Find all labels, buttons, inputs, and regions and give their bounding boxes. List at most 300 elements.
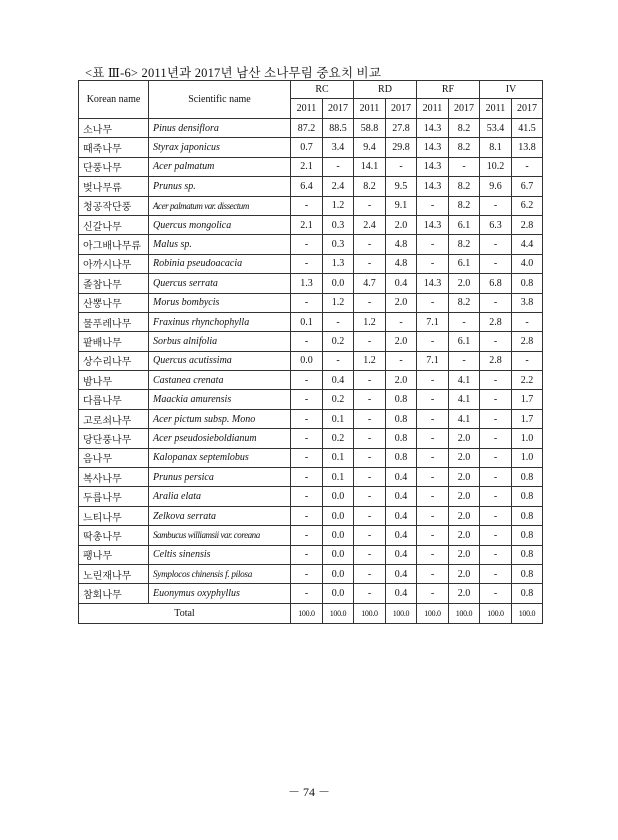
value-cell: 0.8 bbox=[512, 564, 543, 583]
header-scientific-name: Scientific name bbox=[149, 81, 291, 119]
scientific-name-cell: Quercus acutissima bbox=[149, 351, 291, 370]
value-cell: 2.8 bbox=[512, 332, 543, 351]
value-cell: - bbox=[291, 293, 323, 312]
scientific-name-cell: Acer pseudosieboldianum bbox=[149, 429, 291, 448]
scientific-name-cell: Quercus mongolica bbox=[149, 215, 291, 234]
value-cell: 0.8 bbox=[386, 448, 417, 467]
value-cell: - bbox=[291, 390, 323, 409]
value-cell: - bbox=[417, 429, 449, 448]
value-cell: 3.8 bbox=[512, 293, 543, 312]
value-cell: 1.0 bbox=[512, 448, 543, 467]
value-cell: - bbox=[417, 506, 449, 525]
value-cell: 0.2 bbox=[323, 390, 354, 409]
table-row bbox=[79, 564, 543, 583]
value-cell: 2.8 bbox=[512, 215, 543, 234]
value-cell: - bbox=[354, 254, 386, 273]
korean-name-cell: 당단풍나무 bbox=[79, 429, 149, 448]
korean-name-cell: 느티나무 bbox=[79, 506, 149, 525]
value-cell: 0.8 bbox=[512, 487, 543, 506]
value-cell: 0.0 bbox=[323, 274, 354, 293]
value-cell: 4.1 bbox=[449, 371, 480, 390]
korean-name-cell: 신갈나무 bbox=[79, 215, 149, 234]
header-group: RD bbox=[354, 81, 417, 99]
value-cell: - bbox=[480, 526, 512, 545]
value-cell: 8.2 bbox=[449, 235, 480, 254]
korean-name-cell: 단풍나무 bbox=[79, 157, 149, 176]
value-cell: 0.4 bbox=[386, 526, 417, 545]
value-cell: 2.0 bbox=[449, 545, 480, 564]
value-cell: 58.8 bbox=[354, 119, 386, 138]
value-cell: 0.8 bbox=[386, 390, 417, 409]
korean-name-cell: 청공작단풍 bbox=[79, 196, 149, 215]
header-year: 2017 bbox=[512, 99, 543, 119]
value-cell: 13.8 bbox=[512, 138, 543, 157]
value-cell: 1.2 bbox=[323, 196, 354, 215]
value-cell: - bbox=[417, 487, 449, 506]
value-cell: 4.1 bbox=[449, 409, 480, 428]
table-row bbox=[79, 584, 543, 603]
value-cell: 8.2 bbox=[449, 177, 480, 196]
table-body bbox=[79, 119, 543, 624]
value-cell: 0.1 bbox=[323, 468, 354, 487]
value-cell: 0.4 bbox=[386, 584, 417, 603]
value-cell: - bbox=[291, 564, 323, 583]
value-cell: 0.7 bbox=[291, 138, 323, 157]
value-cell: - bbox=[354, 235, 386, 254]
value-cell: 0.1 bbox=[291, 312, 323, 331]
value-cell: 6.1 bbox=[449, 215, 480, 234]
table-row bbox=[79, 157, 543, 176]
value-cell: - bbox=[291, 526, 323, 545]
value-cell: 1.3 bbox=[323, 254, 354, 273]
value-cell: 2.1 bbox=[291, 157, 323, 176]
table-row bbox=[79, 526, 543, 545]
value-cell: 0.0 bbox=[323, 506, 354, 525]
korean-name-cell: 노린재나무 bbox=[79, 564, 149, 583]
table-row bbox=[79, 196, 543, 215]
value-cell: - bbox=[449, 312, 480, 331]
table-row bbox=[79, 138, 543, 157]
value-cell: 0.2 bbox=[323, 332, 354, 351]
korean-name-cell: 두릅나무 bbox=[79, 487, 149, 506]
value-cell: - bbox=[354, 564, 386, 583]
total-value-cell: 100.0 bbox=[480, 603, 512, 623]
total-value-cell: 100.0 bbox=[512, 603, 543, 623]
value-cell: 8.2 bbox=[449, 293, 480, 312]
value-cell: - bbox=[480, 293, 512, 312]
korean-name-cell: 음나무 bbox=[79, 448, 149, 467]
value-cell: - bbox=[417, 448, 449, 467]
header-year: 2017 bbox=[323, 99, 354, 119]
scientific-name-cell: Aralia elata bbox=[149, 487, 291, 506]
value-cell: - bbox=[354, 332, 386, 351]
value-cell: 2.0 bbox=[449, 564, 480, 583]
value-cell: - bbox=[512, 157, 543, 176]
value-cell: 4.7 bbox=[354, 274, 386, 293]
value-cell: 9.1 bbox=[386, 196, 417, 215]
table-row bbox=[79, 448, 543, 467]
table-row bbox=[79, 371, 543, 390]
table-row bbox=[79, 545, 543, 564]
value-cell: - bbox=[291, 429, 323, 448]
value-cell: - bbox=[417, 584, 449, 603]
value-cell: 8.2 bbox=[354, 177, 386, 196]
table-row bbox=[79, 274, 543, 293]
value-cell: - bbox=[512, 312, 543, 331]
scientific-name-cell: Styrax japonicus bbox=[149, 138, 291, 157]
scientific-name-cell: Euonymus oxyphyllus bbox=[149, 584, 291, 603]
korean-name-cell: 팽나무 bbox=[79, 545, 149, 564]
value-cell: 4.1 bbox=[449, 390, 480, 409]
value-cell: 0.8 bbox=[512, 526, 543, 545]
header-year: 2011 bbox=[354, 99, 386, 119]
value-cell: 14.3 bbox=[417, 274, 449, 293]
value-cell: - bbox=[354, 506, 386, 525]
korean-name-cell: 물푸레나무 bbox=[79, 312, 149, 331]
value-cell: - bbox=[480, 564, 512, 583]
korean-name-cell: 소나무 bbox=[79, 119, 149, 138]
value-cell: - bbox=[480, 429, 512, 448]
table-row bbox=[79, 506, 543, 525]
scientific-name-cell: Zelkova serrata bbox=[149, 506, 291, 525]
value-cell: 6.8 bbox=[480, 274, 512, 293]
scientific-name-cell: Acer palmatum var. dissectum bbox=[149, 196, 291, 215]
value-cell: 41.5 bbox=[512, 119, 543, 138]
value-cell: 0.8 bbox=[512, 584, 543, 603]
value-cell: 9.6 bbox=[480, 177, 512, 196]
value-cell: - bbox=[291, 332, 323, 351]
korean-name-cell: 다릅나무 bbox=[79, 390, 149, 409]
value-cell: 4.8 bbox=[386, 235, 417, 254]
value-cell: 0.8 bbox=[512, 468, 543, 487]
value-cell: - bbox=[354, 409, 386, 428]
value-cell: - bbox=[449, 157, 480, 176]
table-row bbox=[79, 468, 543, 487]
value-cell: 6.7 bbox=[512, 177, 543, 196]
table-row bbox=[79, 487, 543, 506]
value-cell: - bbox=[291, 235, 323, 254]
scientific-name-cell: Acer pictum subsp. Mono bbox=[149, 409, 291, 428]
value-cell: 2.0 bbox=[449, 526, 480, 545]
header-korean-name: Korean name bbox=[79, 81, 149, 119]
value-cell: 2.0 bbox=[386, 371, 417, 390]
value-cell: - bbox=[417, 564, 449, 583]
value-cell: 0.0 bbox=[291, 351, 323, 370]
value-cell: 6.1 bbox=[449, 332, 480, 351]
korean-name-cell: 벚나무류 bbox=[79, 177, 149, 196]
scientific-name-cell: Prunus sp. bbox=[149, 177, 291, 196]
value-cell: - bbox=[354, 371, 386, 390]
value-cell: 2.8 bbox=[480, 312, 512, 331]
value-cell: 4.0 bbox=[512, 254, 543, 273]
scientific-name-cell: Castanea crenata bbox=[149, 371, 291, 390]
value-cell: 0.4 bbox=[386, 545, 417, 564]
value-cell: - bbox=[323, 312, 354, 331]
value-cell: - bbox=[323, 351, 354, 370]
value-cell: 2.8 bbox=[480, 351, 512, 370]
value-cell: - bbox=[417, 545, 449, 564]
korean-name-cell: 졸참나무 bbox=[79, 274, 149, 293]
value-cell: 0.8 bbox=[512, 545, 543, 564]
value-cell: - bbox=[417, 254, 449, 273]
value-cell: - bbox=[291, 196, 323, 215]
table-row bbox=[79, 390, 543, 409]
value-cell: - bbox=[417, 371, 449, 390]
value-cell: 0.0 bbox=[323, 487, 354, 506]
value-cell: 8.2 bbox=[449, 138, 480, 157]
value-cell: 7.1 bbox=[417, 351, 449, 370]
header-group: RF bbox=[417, 81, 480, 99]
value-cell: 0.2 bbox=[323, 429, 354, 448]
korean-name-cell: 복사나무 bbox=[79, 468, 149, 487]
korean-name-cell: 참회나무 bbox=[79, 584, 149, 603]
value-cell: - bbox=[449, 351, 480, 370]
value-cell: 9.4 bbox=[354, 138, 386, 157]
header-year: 2017 bbox=[449, 99, 480, 119]
korean-name-cell: 상수리나무 bbox=[79, 351, 149, 370]
value-cell: - bbox=[354, 584, 386, 603]
value-cell: - bbox=[417, 235, 449, 254]
table-row bbox=[79, 293, 543, 312]
value-cell: 6.4 bbox=[291, 177, 323, 196]
value-cell: - bbox=[291, 545, 323, 564]
value-cell: 87.2 bbox=[291, 119, 323, 138]
value-cell: 2.0 bbox=[449, 274, 480, 293]
value-cell: 10.2 bbox=[480, 157, 512, 176]
value-cell: 2.0 bbox=[449, 448, 480, 467]
korean-name-cell: 산뽕나무 bbox=[79, 293, 149, 312]
korean-name-cell: 밤나무 bbox=[79, 371, 149, 390]
value-cell: 1.3 bbox=[291, 274, 323, 293]
value-cell: - bbox=[386, 351, 417, 370]
page-number: － 74 － bbox=[287, 785, 330, 799]
value-cell: 6.3 bbox=[480, 215, 512, 234]
value-cell: - bbox=[417, 468, 449, 487]
scientific-name-cell: Symplocos chinensis f. pilosa bbox=[149, 564, 291, 583]
table-caption: <표 Ⅲ-6> 2011년과 2017년 남산 소나무림 중요치 비교 bbox=[85, 66, 382, 80]
value-cell: 53.4 bbox=[480, 119, 512, 138]
value-cell: 2.0 bbox=[386, 215, 417, 234]
value-cell: - bbox=[480, 390, 512, 409]
value-cell: 1.7 bbox=[512, 409, 543, 428]
value-cell: - bbox=[386, 312, 417, 331]
value-cell: - bbox=[323, 157, 354, 176]
value-cell: 29.8 bbox=[386, 138, 417, 157]
value-cell: 4.8 bbox=[386, 254, 417, 273]
value-cell: 0.3 bbox=[323, 235, 354, 254]
header-year: 2011 bbox=[480, 99, 512, 119]
value-cell: 88.5 bbox=[323, 119, 354, 138]
scientific-name-cell: Robinia pseudoacacia bbox=[149, 254, 291, 273]
value-cell: - bbox=[480, 235, 512, 254]
value-cell: 0.0 bbox=[323, 526, 354, 545]
value-cell: - bbox=[480, 448, 512, 467]
total-label: Total bbox=[79, 603, 291, 623]
value-cell: - bbox=[354, 390, 386, 409]
value-cell: 6.1 bbox=[449, 254, 480, 273]
value-cell: - bbox=[417, 390, 449, 409]
value-cell: 0.1 bbox=[323, 409, 354, 428]
value-cell: 9.5 bbox=[386, 177, 417, 196]
korean-name-cell: 때죽나무 bbox=[79, 138, 149, 157]
value-cell: - bbox=[291, 409, 323, 428]
value-cell: 0.8 bbox=[512, 274, 543, 293]
value-cell: 3.4 bbox=[323, 138, 354, 157]
value-cell: 2.0 bbox=[449, 487, 480, 506]
value-cell: 1.0 bbox=[512, 429, 543, 448]
value-cell: 0.4 bbox=[386, 468, 417, 487]
header-year: 2011 bbox=[417, 99, 449, 119]
table-row bbox=[79, 409, 543, 428]
value-cell: 2.0 bbox=[449, 584, 480, 603]
value-cell: 0.4 bbox=[386, 274, 417, 293]
value-cell: 2.0 bbox=[449, 468, 480, 487]
value-cell: - bbox=[291, 371, 323, 390]
value-cell: 2.4 bbox=[323, 177, 354, 196]
value-cell: 2.0 bbox=[386, 293, 417, 312]
value-cell: 0.0 bbox=[323, 545, 354, 564]
table-row bbox=[79, 215, 543, 234]
value-cell: - bbox=[480, 409, 512, 428]
scientific-name-cell: Maackia amurensis bbox=[149, 390, 291, 409]
value-cell: 14.3 bbox=[417, 138, 449, 157]
value-cell: 2.2 bbox=[512, 371, 543, 390]
value-cell: - bbox=[354, 545, 386, 564]
value-cell: 1.7 bbox=[512, 390, 543, 409]
scientific-name-cell: Quercus serrata bbox=[149, 274, 291, 293]
value-cell: - bbox=[354, 448, 386, 467]
value-cell: 2.4 bbox=[354, 215, 386, 234]
value-cell: - bbox=[291, 468, 323, 487]
value-cell: - bbox=[480, 545, 512, 564]
table-row bbox=[79, 254, 543, 273]
value-cell: - bbox=[480, 487, 512, 506]
total-value-cell: 100.0 bbox=[354, 603, 386, 623]
table-row bbox=[79, 177, 543, 196]
value-cell: - bbox=[354, 196, 386, 215]
value-cell: - bbox=[480, 371, 512, 390]
value-cell: - bbox=[354, 526, 386, 545]
scientific-name-cell: Acer palmatum bbox=[149, 157, 291, 176]
value-cell: - bbox=[354, 487, 386, 506]
total-value-cell: 100.0 bbox=[291, 603, 323, 623]
value-cell: 4.4 bbox=[512, 235, 543, 254]
value-cell: - bbox=[480, 254, 512, 273]
value-cell: 0.8 bbox=[386, 409, 417, 428]
scientific-name-cell: Pinus densiflora bbox=[149, 119, 291, 138]
korean-name-cell: 팥배나무 bbox=[79, 332, 149, 351]
value-cell: 8.1 bbox=[480, 138, 512, 157]
scientific-name-cell: Prunus persica bbox=[149, 468, 291, 487]
value-cell: 0.4 bbox=[386, 506, 417, 525]
total-value-cell: 100.0 bbox=[323, 603, 354, 623]
value-cell: 14.3 bbox=[417, 157, 449, 176]
value-cell: - bbox=[480, 506, 512, 525]
value-cell: 0.4 bbox=[386, 487, 417, 506]
table-row bbox=[79, 235, 543, 254]
value-cell: 14.3 bbox=[417, 119, 449, 138]
korean-name-cell: 아그배나무류 bbox=[79, 235, 149, 254]
value-cell: 1.2 bbox=[354, 312, 386, 331]
scientific-name-cell: Celtis sinensis bbox=[149, 545, 291, 564]
value-cell: 14.1 bbox=[354, 157, 386, 176]
header-group: RC bbox=[291, 81, 354, 99]
value-cell: 0.0 bbox=[323, 564, 354, 583]
value-cell: 2.1 bbox=[291, 215, 323, 234]
value-cell: - bbox=[417, 409, 449, 428]
value-cell: - bbox=[417, 196, 449, 215]
header-group: IV bbox=[480, 81, 543, 99]
value-cell: 14.3 bbox=[417, 215, 449, 234]
korean-name-cell: 고로쇠나무 bbox=[79, 409, 149, 428]
korean-name-cell: 아까시나무 bbox=[79, 254, 149, 273]
scientific-name-cell: Morus bombycis bbox=[149, 293, 291, 312]
value-cell: 0.8 bbox=[386, 429, 417, 448]
header-year: 2017 bbox=[386, 99, 417, 119]
value-cell: - bbox=[480, 196, 512, 215]
total-value-cell: 100.0 bbox=[386, 603, 417, 623]
value-cell: 0.4 bbox=[323, 371, 354, 390]
value-cell: - bbox=[291, 254, 323, 273]
value-cell: - bbox=[291, 584, 323, 603]
value-cell: - bbox=[291, 448, 323, 467]
table-row bbox=[79, 332, 543, 351]
scientific-name-cell: Kalopanax septemlobus bbox=[149, 448, 291, 467]
value-cell: 8.2 bbox=[449, 196, 480, 215]
scientific-name-cell: Sambucus williamsii var. coreana bbox=[149, 526, 291, 545]
value-cell: 2.0 bbox=[449, 429, 480, 448]
value-cell: 2.0 bbox=[386, 332, 417, 351]
value-cell: 2.0 bbox=[449, 506, 480, 525]
value-cell: 0.8 bbox=[512, 506, 543, 525]
value-cell: 7.1 bbox=[417, 312, 449, 331]
table-row bbox=[79, 351, 543, 370]
header-year: 2011 bbox=[291, 99, 323, 119]
value-cell: - bbox=[417, 526, 449, 545]
value-cell: 0.0 bbox=[323, 584, 354, 603]
value-cell: - bbox=[291, 506, 323, 525]
table-row bbox=[79, 312, 543, 331]
value-cell: 1.2 bbox=[323, 293, 354, 312]
total-row bbox=[79, 603, 543, 623]
value-cell: - bbox=[480, 584, 512, 603]
table-row bbox=[79, 429, 543, 448]
value-cell: - bbox=[417, 293, 449, 312]
value-cell: 8.2 bbox=[449, 119, 480, 138]
total-value-cell: 100.0 bbox=[449, 603, 480, 623]
value-cell: - bbox=[512, 351, 543, 370]
value-cell: 14.3 bbox=[417, 177, 449, 196]
table-row bbox=[79, 119, 543, 138]
value-cell: 6.2 bbox=[512, 196, 543, 215]
value-cell: - bbox=[386, 157, 417, 176]
value-cell: - bbox=[480, 332, 512, 351]
scientific-name-cell: Malus sp. bbox=[149, 235, 291, 254]
value-cell: - bbox=[354, 293, 386, 312]
value-cell: 0.3 bbox=[323, 215, 354, 234]
value-cell: 1.2 bbox=[354, 351, 386, 370]
value-cell: - bbox=[354, 468, 386, 487]
importance-value-table bbox=[78, 80, 543, 624]
value-cell: - bbox=[417, 332, 449, 351]
scientific-name-cell: Sorbus alnifolia bbox=[149, 332, 291, 351]
value-cell: 27.8 bbox=[386, 119, 417, 138]
scientific-name-cell: Fraxinus rhynchophylla bbox=[149, 312, 291, 331]
value-cell: 0.1 bbox=[323, 448, 354, 467]
total-value-cell: 100.0 bbox=[417, 603, 449, 623]
korean-name-cell: 딱총나무 bbox=[79, 526, 149, 545]
value-cell: - bbox=[480, 468, 512, 487]
